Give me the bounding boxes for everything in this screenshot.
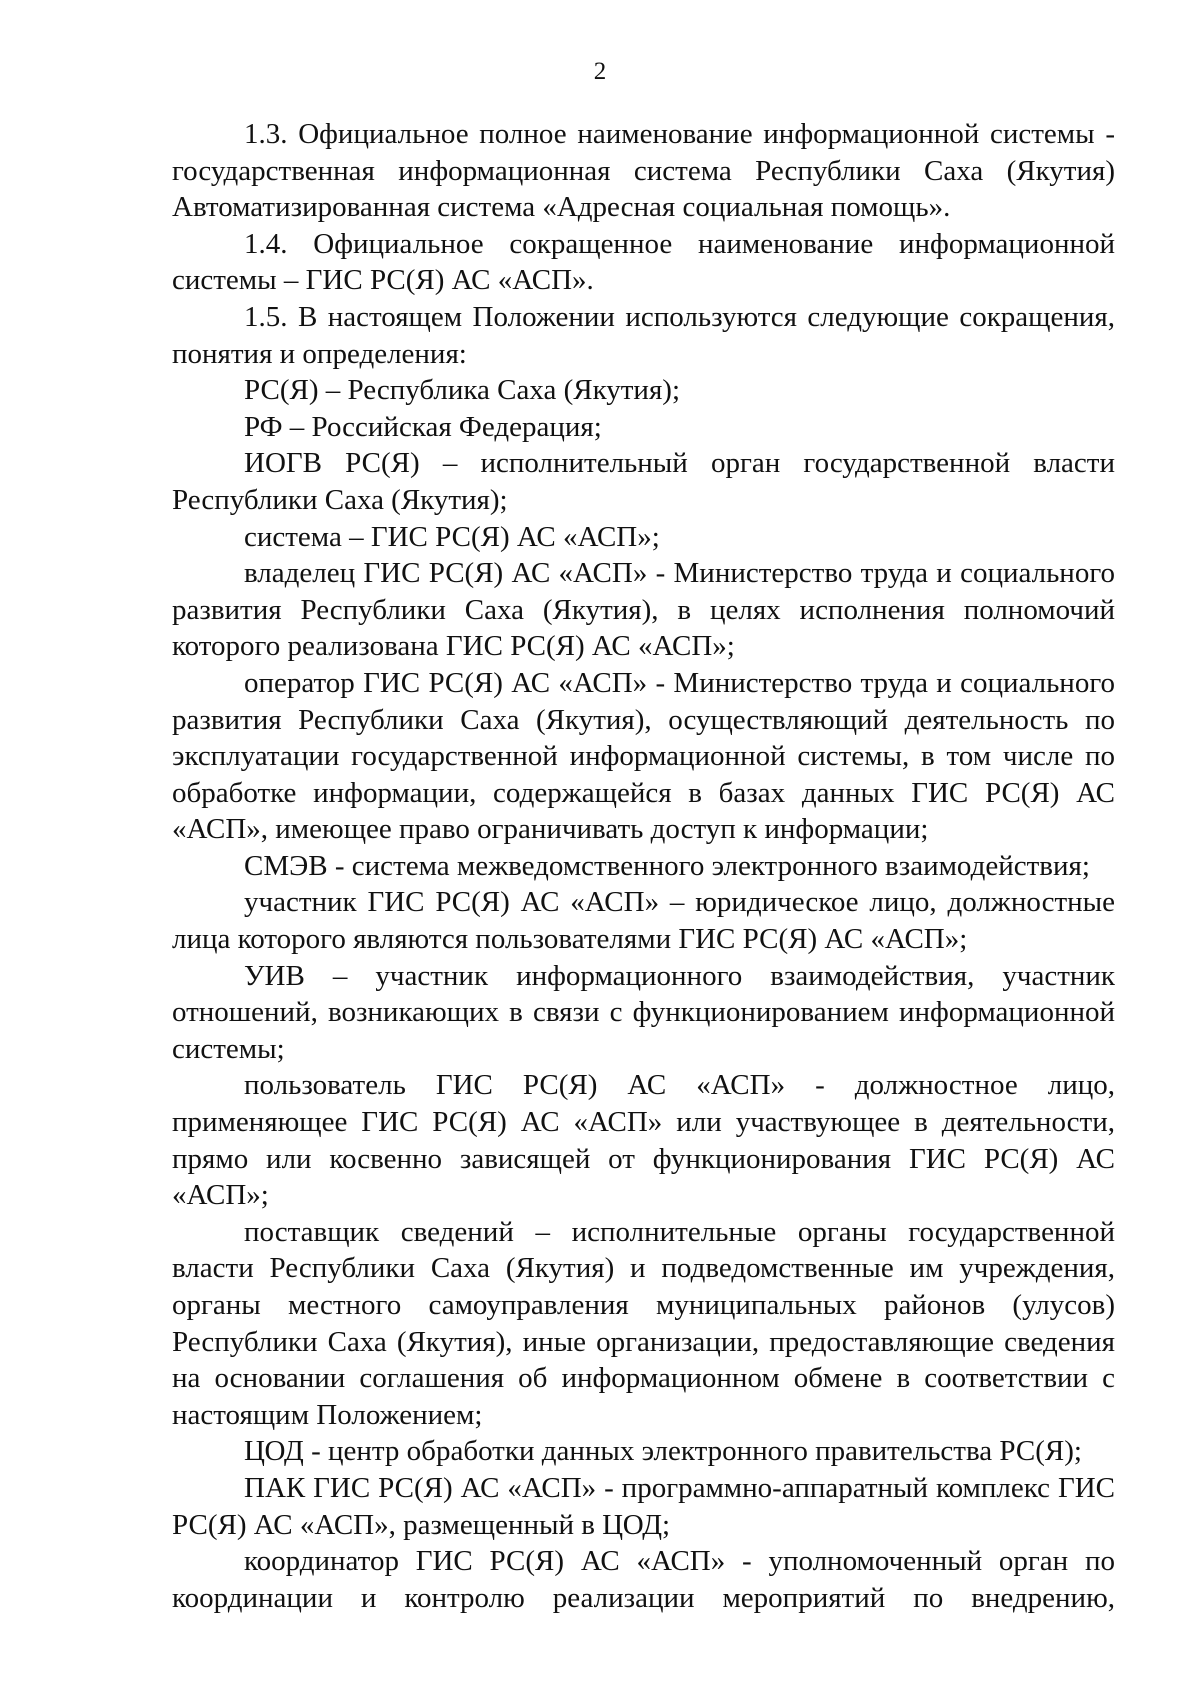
definition-rs-ya: РС(Я) – Республика Саха (Якутия); [244,374,681,407]
definition-sistema: система – ГИС РС(Я) АС «АСП»; [244,520,660,553]
definition-uchastnik: участник ГИС РС(Я) АС «АСП» – юридическое лицо, должностные лица которого являются пользователями ГИС РС(Я) АС «АСП»; [172,886,1115,956]
paragraph-1-3: 1.3. Официальное полное наименование информационной системы - государственная информационная система Республики Саха (Якутия) Автоматизированная система «Адресная социальная помощь». [172,118,1115,224]
definition-postavshik: поставщик сведений – исполнительные органы государственной власти Республики Саха (Якутия) и подведомственные им учреждения, органы местного самоуправления муниципальных районов (улусов) Республики Саха (Якутия), иные организации, предоставляющие сведения на основании соглашения об информационном обмене в соответствии с настоящим Положением; [172,1215,1115,1431]
definition-cod: ЦОД - центр обработки данных электронного правительства РС(Я); [244,1435,1082,1468]
definition-iogv: ИОГВ РС(Я) – исполнительный орган государственной власти Республики Саха (Якутия); [172,447,1115,516]
definition-koordinator: координатор ГИС РС(Я) АС «АСП» - уполномоченный орган по координации и контролю реализации мероприятий по внедрению, [172,1545,1115,1614]
definition-pak: ПАК ГИС РС(Я) АС «АСП» - программно-аппаратный комплекс ГИС РС(Я) АС «АСП», размещенный в ЦОД; [172,1471,1115,1541]
definition-vladelec: владелец ГИС РС(Я) АС «АСП» - Министерство труда и социального развития Республики Саха (Якутия), в целях исполнения полномочий которого реализована ГИС РС(Я) АС «АСП»; [172,557,1115,663]
definition-uiv: УИВ – участник информационного взаимодействия, участник отношений, возникающих в связи с функционированием информационной системы; [172,959,1115,1065]
definition-operator: оператор ГИС РС(Я) АС «АСП» - Министерство труда и социального развития Республики Саха (Якутия), осуществляющий деятельность по эксплуатации государственной информационной системы, в том числе по обработке информации, содержащейся в базах данных ГИС РС(Я) АС «АСП», имеющее право ограничивать доступ к информации; [172,666,1115,846]
paragraph-1-4: 1.4. Официальное сокращенное наименование информационной системы – ГИС РС(Я) АС «АСП». [172,227,1115,297]
definition-rf: РФ – Российская Федерация; [244,410,602,443]
definition-smev: СМЭВ - система межведомственного электронного взаимодействия; [244,849,1090,882]
definition-polzovatel: пользователь ГИС РС(Я) АС «АСП» - должностное лицо, применяющее ГИС РС(Я) АС «АСП» или участвующее в деятельности, прямо или косвенно зависящей от функционирования ГИС РС(Я) АС «АСП»; [172,1069,1115,1212]
page-number: 2 [593,58,607,85]
paragraph-1-5: 1.5. В настоящем Положении используются следующие сокращения, понятия и определения: [172,300,1115,370]
document-body [172,116,1115,1616]
